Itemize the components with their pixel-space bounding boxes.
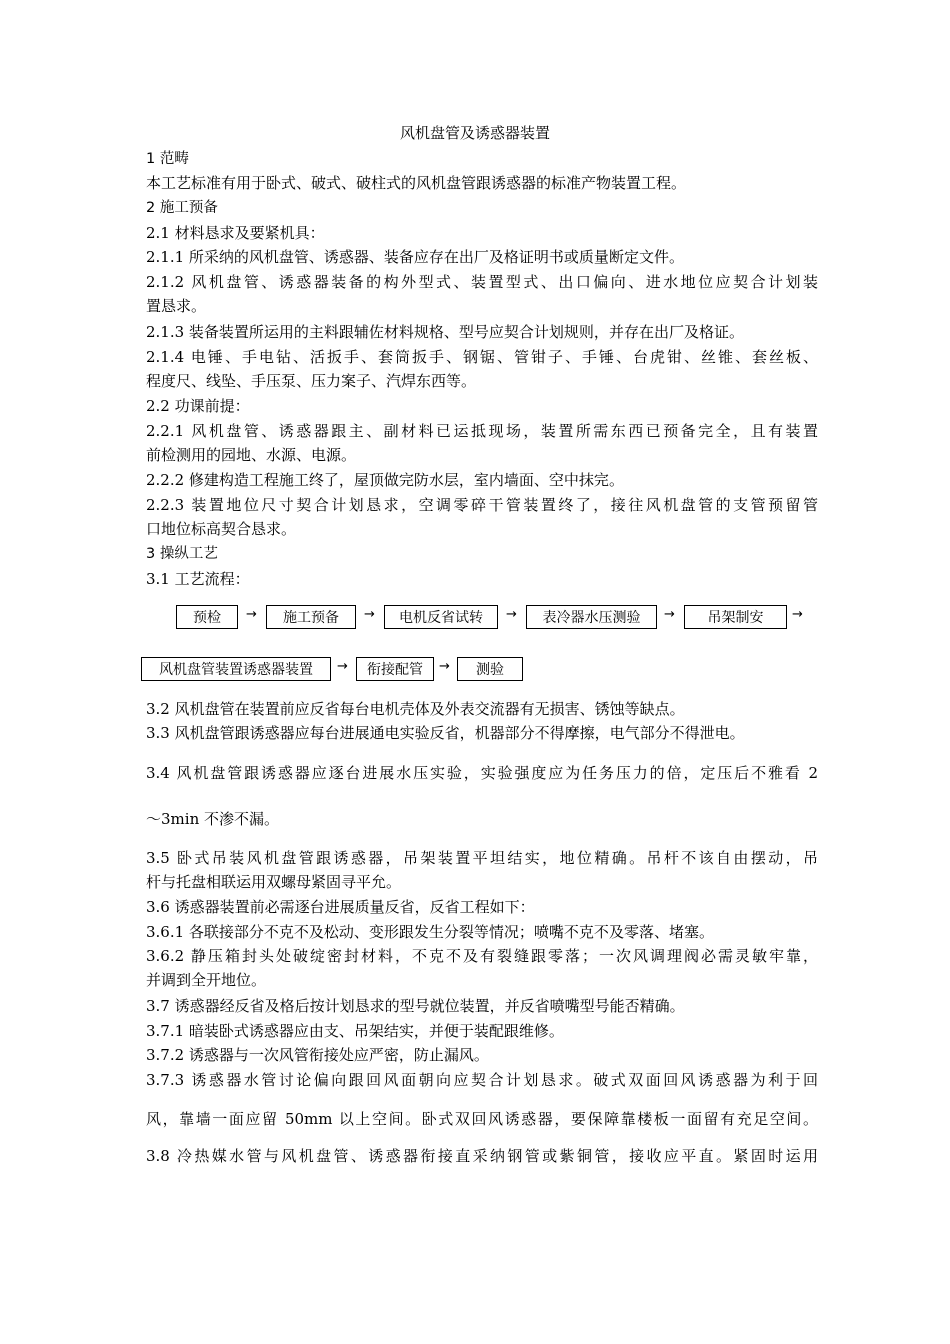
- flow-step-pressure-test: 表冷器水压测验: [526, 605, 657, 629]
- text-line: 并调到全开地位。: [146, 971, 267, 989]
- text-line: 程度尺、线坠、手压泵、压力案子、汽焊东西等。: [146, 372, 477, 390]
- page-title: 风机盘管及诱惑器装置: [399, 124, 550, 142]
- text-line: 3.7.2 诱惑器与一次风管衔接处应严密，防止漏风。: [146, 1046, 489, 1064]
- text-line: 2.1.3 装备装置所运用的主料跟辅佐材料规格、型号应契合计划规则，并存在出厂及格证。: [146, 323, 744, 341]
- flow-step-hanger: 吊架制安: [684, 605, 787, 629]
- flow-step-motor-test: 电机反省试转: [384, 605, 498, 629]
- text-line: 2.1.1 所采纳的风机盘管、诱惑器、装备应存在出厂及格证明书或质量断定文件。: [146, 248, 684, 266]
- text-line: 置恳求。: [146, 297, 207, 315]
- section-heading: 1 范畴: [146, 151, 189, 167]
- text-line: 3.6 诱惑器装置前必需逐台进展质量反省，反省工程如下：: [146, 898, 535, 916]
- text-line: 前检测用的园地、水源、电源。: [146, 446, 357, 464]
- flow-arrow-icon: →: [246, 607, 257, 622]
- flow-arrow-icon: →: [792, 607, 803, 622]
- text-line: 3.8 冷热媒水管与风机盘管、诱惑器衔接直采纳钢管或紫铜管，接收应平直。紧固时运用: [146, 1147, 818, 1165]
- flow-step-install: 风机盘管装置诱惑器装置: [141, 657, 331, 681]
- flow-step-precheck: 预检: [176, 605, 238, 629]
- section-heading: 3 操纵工艺: [146, 546, 218, 562]
- flow-arrow-icon: →: [506, 607, 517, 622]
- flow-step-test: 测验: [457, 657, 523, 681]
- text-line: 3.7 诱惑器经反省及格后按计划恳求的型号就位装置，并反省喷嘴型号能否精确。: [146, 997, 685, 1015]
- text-line: ～3min 不渗不漏。: [146, 810, 279, 828]
- text-line: 风，靠墙一面应留 50mm 以上空间。卧式双回风诱惑器，要保障靠楼板一面留有充足空间。: [146, 1110, 818, 1128]
- flow-arrow-icon: →: [337, 659, 348, 674]
- text-line: 2.1.4 电锤、手电钻、活扳手、套筒扳手、钢锯、管钳子、手锤、台虎钳、丝锥、套丝板、: [146, 348, 818, 366]
- text-line: 2.1 材料恳求及要紧机具：: [146, 224, 325, 242]
- text-line: 2.2.3 装置地位尺寸契合计划恳求，空调零碎干管装置终了，接往风机盘管的支管预留管: [146, 496, 818, 514]
- text-line: 口地位标高契合恳求。: [146, 520, 297, 538]
- flow-arrow-icon: →: [439, 659, 450, 674]
- text-line: 3.4 风机盘管跟诱惑器应逐台进展水压实验，实验强度应为任务压力的倍，定压后不雅看 2: [146, 764, 818, 782]
- flow-step-prep: 施工预备: [266, 605, 356, 629]
- text-line: 本工艺标准有用于卧式、破式、破柱式的风机盘管跟诱惑器的标准产物装置工程。: [146, 174, 687, 192]
- text-line: 3.2 风机盘管在装置前应反省每台电机壳体及外表交流器有无损害、锈蚀等缺点。: [146, 700, 685, 718]
- flow-arrow-icon: →: [364, 607, 375, 622]
- flow-arrow-icon: →: [664, 607, 675, 622]
- text-line: 3.6.2 静压箱封头处破绽密封材料，不克不及有裂缝跟零落；一次风调理阀必需灵敏牢靠，: [146, 947, 818, 965]
- text-line: 2.2.2 修建构造工程施工终了，屋顶做完防水层，室内墙面、空中抹完。: [146, 471, 624, 489]
- text-line: 3.1 工艺流程：: [146, 570, 250, 588]
- text-line: 2.2 功课前提：: [146, 397, 250, 415]
- text-line: 3.3 风机盘管跟诱惑器应每台进展通电实验反省，机器部分不得摩擦，电气部分不得泄电。: [146, 724, 745, 742]
- text-line: 2.2.1 风机盘管、诱惑器跟主、副材料已运抵现场，装置所需东西已预备完全，且有装置: [146, 422, 818, 440]
- text-line: 3.7.3 诱惑器水管讨论偏向跟回风面朝向应契合计划恳求。破式双面回风诱惑器为利于回: [146, 1071, 818, 1089]
- text-line: 3.7.1 暗装卧式诱惑器应由支、吊架结实，并便于装配跟维修。: [146, 1022, 564, 1040]
- text-line: 3.5 卧式吊装风机盘管跟诱惑器，吊架装置平坦结实，地位精确。吊杆不该自由摆动，吊: [146, 849, 818, 867]
- section-heading: 2 施工预备: [146, 200, 218, 216]
- flow-step-piping: 衔接配管: [356, 657, 434, 681]
- text-line: 3.6.1 各联接部分不克不及松动、变形跟发生分裂等情况；喷嘴不克不及零落、堵塞。: [146, 923, 714, 941]
- text-line: 杆与托盘相联运用双螺母紧固寻平允。: [146, 873, 402, 891]
- text-line: 2.1.2 风机盘管、诱惑器装备的构外型式、装置型式、出口偏向、进水地位应契合计划装: [146, 273, 818, 291]
